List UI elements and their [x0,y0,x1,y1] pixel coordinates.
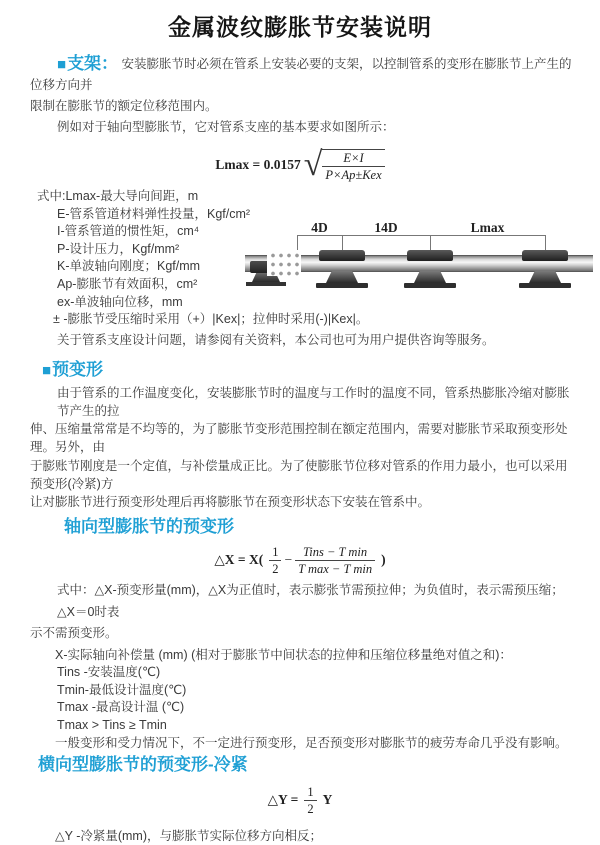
dim-label-14d: 14D [374,220,398,235]
lmax-formula-prefix: Lmax = 0.0157 [215,157,301,172]
support-text-2: 限制在膨胀节的额定位移范围内。 [30,99,218,113]
definition-line: E-管系管道材料弹性投量，Kgf/cm² [57,206,251,221]
one-half-fraction: $\frac{1}{2}$ [304,785,316,816]
axial-formula [0,542,600,578]
item-line: 一般变形和受力情况下，不一定进行预变形，足否预变形对膨胀节的疲劳寿命几乎没有影响。 [55,735,568,750]
item-line: Tins -安装温度(℃) [57,665,161,680]
item-line: Tmax -最高设计温 (℃) [57,700,185,715]
definitions-block [37,188,600,329]
paragraph-line: 伸、压缩量常常是不均等的，为了膨胀节变形范围控制在额定范围内，需要对膨胀节采取预变形处理。另外，由 [30,422,568,455]
axial-formula-suffix: ) [381,552,386,568]
item-line: Tmin-最低设计温度(℃) [57,682,187,697]
paragraph-line: 于膨账节刚度是一个定值，与补偿量成正比。为了使膨胀节位移对管系的作用力最小，也可以采用预变形(冷紧)方 [30,458,568,491]
axial-formula-prefix: △X = X( [214,552,264,568]
section-bullet-icon: ■ [57,56,67,73]
definition-line: P-设计压力，Kgf/mm² [57,241,180,256]
lateral-formula-suffix: Y [322,792,333,808]
definition-line: Ap-膨胀节有效面积，cm² [57,276,198,291]
explain-line: 示不需预变形。 [30,626,118,641]
dim-label-lmax: Lmax [470,220,505,235]
item-line: Tmax > Tins ≥ Tmin [57,718,167,733]
support-heading: ■支架： [57,54,119,73]
bellows-expansion-joint [267,250,301,276]
predeform-paragraph [30,384,574,511]
lmax-formula-fraction: $\frac{E\times I}{\text{P×Ap±Kex}}$ [322,149,384,182]
support-section [30,53,574,138]
definition-line: I-管系管道的惯性矩，cm⁴ [57,224,200,239]
one-half-fraction: $\frac{1}{2}$ [269,545,281,576]
paragraph-line: 由于管系的工作温度变化，安装膨胀节时的温度与工作时的温度不同，管系热膨胀冷缩对膨胀节产生的拉 [57,385,570,418]
lateral-note: △Y -冷紧量(mm)，与膨胀节实际位移方向相反； [55,829,323,844]
temperature-fraction: $\frac{\text{Tins − T min}}{\text{T max − T min}}$ [295,545,375,576]
definition-line: 式中:Lmax-最大导向间距，m [37,189,199,203]
definition-line: K-单波轴向刚度；Kgf/mm [57,259,201,274]
support-line-1 [30,53,574,96]
lateral-heading: 横向型膨胀节的预变形-冷紧 [38,755,248,775]
section-bullet-icon: ■ [42,361,52,379]
lateral-formula [0,782,600,818]
support-spacing-diagram [245,219,597,295]
axial-explain [30,580,574,645]
page-title: 金属波纹膨胀节安装说明 [168,14,432,40]
dimension-line [297,235,545,236]
lmax-formula [0,147,600,183]
lateral-formula-prefix: △Y = [267,792,299,808]
radical-icon: √ [303,146,323,183]
dim-label-4d: 4D [311,220,328,235]
axial-heading: 轴向型膨胀节的预变形 [64,517,234,537]
consult-note: 关于管系支座设计问题，请参阅有关资料，本公司也可为用户提供咨询等服务。 [57,332,495,347]
paragraph-line: 让对膨胀节进行预变形处理后再将膨胀节在预变形状态下安装在管系中。 [30,494,431,509]
plus-minus-note: ± -膨胀节受压缩时采用（+）|Kex|；拉伸时采用(-)|Kex|。 [53,312,369,327]
item-line: X-实际轴向补偿量 (mm) (相对于膨胀节中间状态的拉伸和压缩位移量绝对值之和)： [55,647,512,662]
support-text-3: 例如对于轴向型膨胀节，它对管系支座的基本要求如图所示： [57,120,395,134]
predeform-heading: ■预变形 [42,359,104,379]
explain-line: 式中：△X-预变形量(mm)，△X为正值时，表示膨张节需预拉伸；为负值时，表示需预压缩；△X＝0时表 [57,583,564,619]
support-text-1: 安装膨胀节时必须在管系上安装必要的支架，以控制管系的变形在膨胀节上产生的位移方向并 [30,57,572,92]
axial-items [55,647,600,753]
minus-sign: − [284,552,293,568]
definition-line: ex-单波轴向位移，mm [57,294,183,309]
